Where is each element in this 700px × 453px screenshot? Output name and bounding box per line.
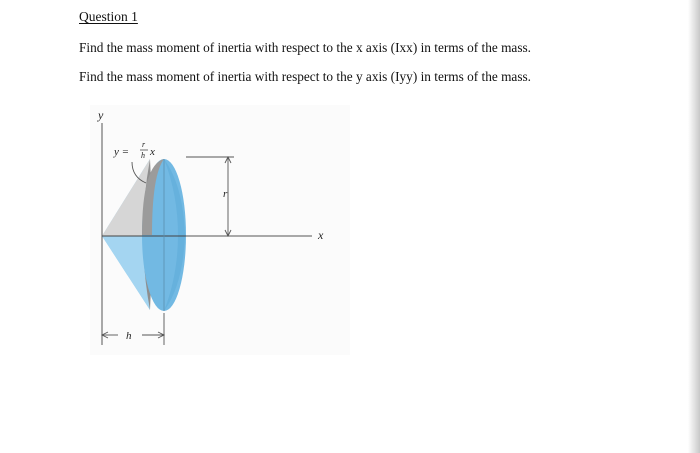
question-text-iyy: Find the mass moment of inertia with respect to the y axis (Iyy) in terms of the mass.: [79, 69, 532, 84]
cone-figure: [90, 105, 350, 355]
question-heading: Question 1: [79, 9, 138, 24]
cone-diagram: [90, 105, 350, 355]
question-text-ixx: Find the mass moment of inertia with respect to the x axis (Ixx) in terms of the mass.: [79, 40, 532, 55]
page-edge-shadow: [688, 0, 700, 453]
y-axis-label: y: [98, 108, 104, 122]
height-label: h: [126, 330, 132, 342]
radius-label: r: [223, 188, 228, 200]
equation-denominator: h: [141, 151, 145, 160]
equation-variable: x: [150, 146, 155, 158]
x-axis-label: x: [318, 228, 324, 242]
equation-numerator: r: [142, 140, 146, 149]
equation-lhs: y =: [114, 146, 130, 158]
